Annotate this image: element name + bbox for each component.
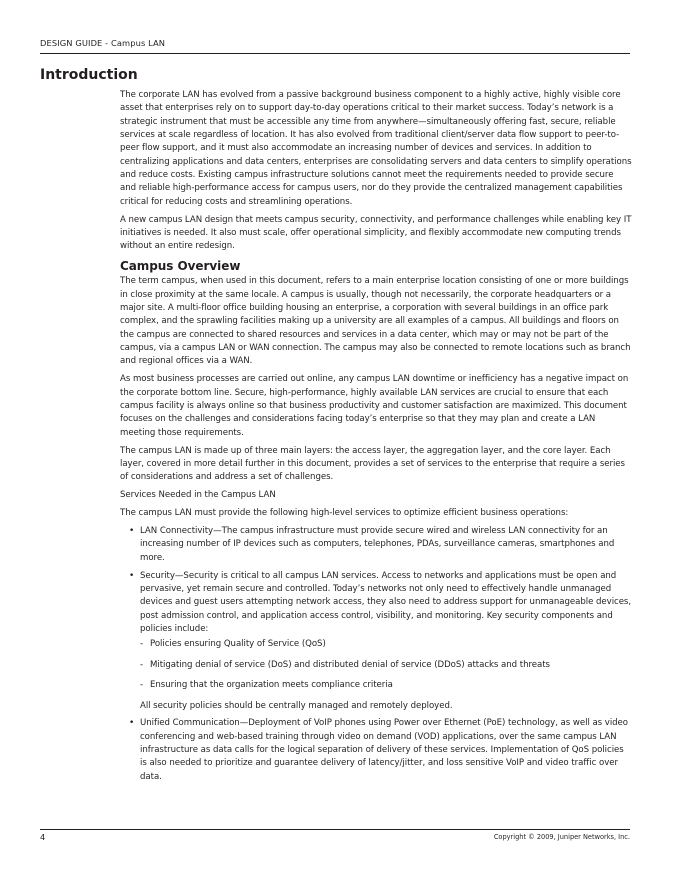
- bullet-icon: •: [129, 718, 135, 729]
- sublist-item: [140, 679, 632, 692]
- dash-icon: -: [140, 680, 144, 691]
- sublist-item-text: Policies ensuring Quality of Service (QoS): [150, 639, 326, 650]
- sublist-item: [140, 659, 632, 672]
- list-item-text: Unified Communication—Deployment of VoIP phones using Power over Ethernet (PoE) technology, as well as video conferencing and web-based training through video on demand (VOD) applications, over the same campus LAN infrastructure as data calls for the logical separation of delivery of these services. Implementation of QoS policies is also needed to prioritize and guarantee delivery of latency/jitter, and loss sensitive VoIP and video traffic over data.: [140, 718, 629, 782]
- services-heading: Services Needed in the Campus LAN: [120, 490, 276, 501]
- sublist-item-text: Mitigating denial of service (DoS) and distributed denial of service (DDoS) attacks and threats: [150, 659, 550, 670]
- dash-icon: -: [140, 639, 144, 650]
- header-title: DESIGN GUIDE - Campus LAN: [40, 38, 166, 48]
- overview-paragraph-3: The campus LAN is made up of three main layers: the access layer, the aggregation layer, and the core layer. Each layer, covered in more detail further in this document, provides a set of services to the enterprise that require a series of considerations and address a set of challenges.: [120, 445, 625, 483]
- bullet-icon: •: [129, 526, 135, 537]
- sublist-item-text: Ensuring that the organization meets compliance criteria: [150, 680, 393, 691]
- header-rule: [40, 53, 630, 54]
- section-heading-introduction: Introduction: [40, 67, 138, 83]
- list-item-text: Security—Security is critical to all campus LAN services. Access to networks and applications must be open and pervasive, yet remain secure and controlled. Today’s networks not only need to effectively handle unmanaged devices and guest users attempting network access, they also need to address support for unmanageable devices, post admission control, and application access control, visibility, and monitoring. Key security components and policies include:: [140, 570, 632, 635]
- intro-paragraph-2: A new campus LAN design that meets campus security, connectivity, and performance challenges while enabling key IT initiatives is needed. It also must scale, offer operational simplicity, and flexibly accommodate new computing trends without an entire redesign.: [120, 214, 632, 252]
- intro-paragraph-1: The corporate LAN has evolved from a passive background business component to a highly active, highly visible core asset that enterprises rely on to support day-to-day operations critical to their market success. Today’s network is a strategic instrument that must be accessible any time from anywhere—simultaneously offering fast, secure, reliable services at scale regardless of location. It has also evolved from traditional client/server data flow support to peer-to-peer flow support, and it must also accommodate an increasing number of devices and services. In addition to centralizing applications and data centers, enterprises are consolidating servers and data centers to simplify operations and reduce costs. Existing campus infrastructure solutions cannot meet the requirements needed to provide secure and reliable high-performance access for campus users, nor do they provide the centralized management capabilities critical for reducing costs and streamlining operations.: [120, 90, 632, 207]
- footer-rule: [40, 829, 630, 830]
- list-item: [120, 570, 632, 713]
- services-list: [120, 525, 632, 784]
- overview-paragraph-2: As most business processes are carried out online, any campus LAN downtime or inefficiency has a negative impact on the corporate bottom line. Secure, high-performance, highly available LAN services are crucial to ensure that each campus facility is always online so that business productivity and customer satisfaction are maximized. This document focuses on the challenges and considerations facing today’s enterprise so that they may plan and create a LAN meeting those requirements.: [120, 374, 629, 438]
- dash-icon: -: [140, 659, 144, 670]
- section-heading-campus-overview: Campus Overview: [120, 259, 241, 274]
- list-item-text: LAN Connectivity—The campus infrastructure must provide secure wired and wireless LAN connectivity for an increasing number of IP devices such as computers, telephones, PDAs, surveillance cameras, smartphones and more.: [140, 526, 615, 563]
- body-content: [120, 89, 632, 789]
- security-sublist: [140, 638, 632, 692]
- services-intro: The campus LAN must provide the following high-level services to optimize efficient business operations:: [120, 508, 569, 519]
- bullet-icon: •: [129, 570, 135, 581]
- security-note: All security policies should be centrally managed and remotely deployed.: [140, 700, 453, 711]
- list-item: [120, 525, 632, 565]
- copyright-notice: Copyright © 2009, Juniper Networks, Inc.: [493, 833, 630, 841]
- page-number: 4: [40, 832, 46, 842]
- list-item: [120, 717, 632, 784]
- overview-paragraph-1: The term campus, when used in this document, refers to a main enterprise location consisting of one or more buildings in close proximity at the same locale. A campus is usually, though not necessarily, the corporate headquarters or a major site. A multi-floor office building housing an enterprise, a corporation with several buildings in an office park complex, and the sprawling facilities making up a university are all examples of a campus. All buildings and floors on the campus are connected to shared resources and services in a data center, which may or may not be part of the campus, via a campus LAN or WAN connection. The campus may also be connected to remote locations such as branch and regional offices via a WAN.: [120, 276, 631, 367]
- sublist-item: [140, 638, 632, 651]
